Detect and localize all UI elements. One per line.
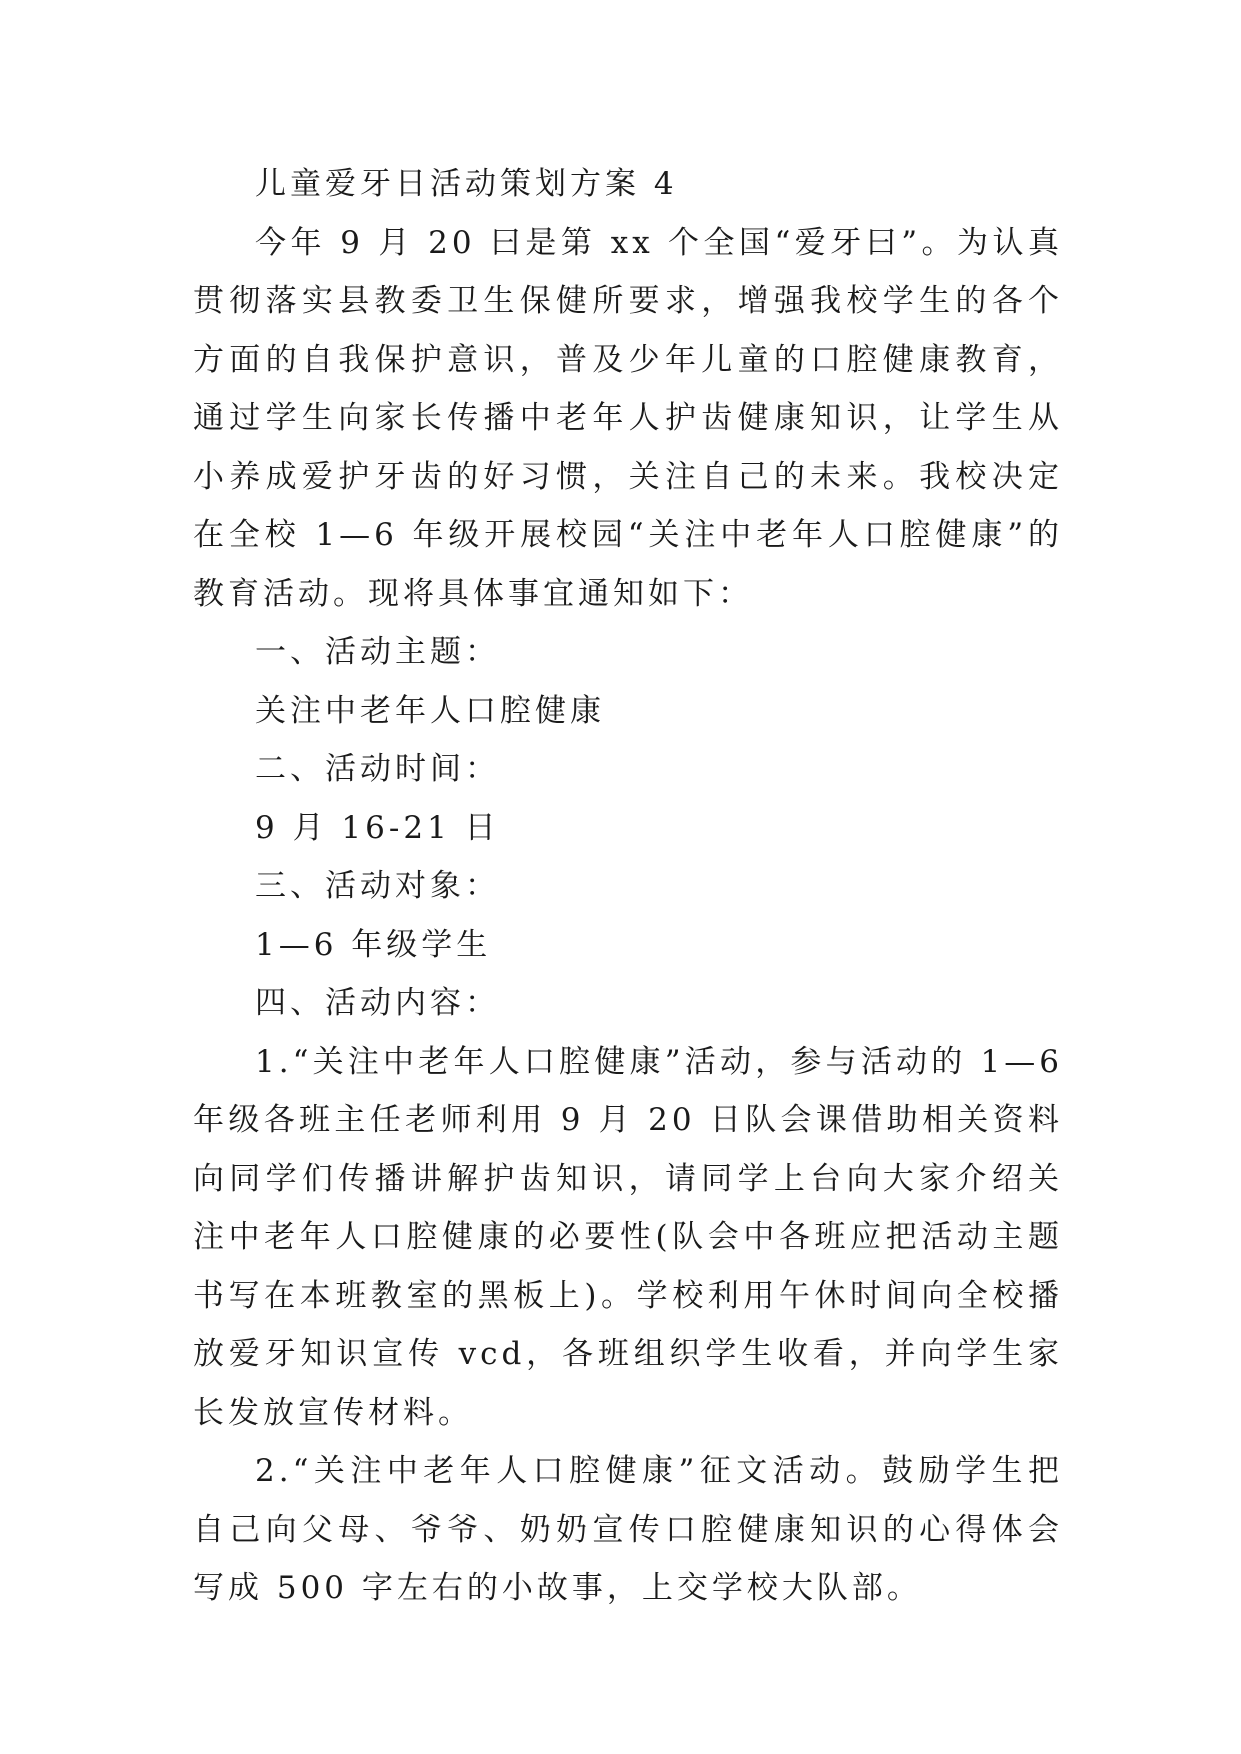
time-text: 9 月 16-21 日 xyxy=(255,809,500,846)
content-item-2: 2.“关注中老年人口腔健康”征文活动。鼓励学生把自己向父母、爷爷、奶奶宣传口腔健康知识的心得体会写成 500 字左右的小故事，上交学校大队部。 xyxy=(193,1453,1063,1606)
section-heading-theme: 一、活动主题： xyxy=(255,634,500,670)
content-item-1: 1.“关注中老年人口腔健康”活动，参与活动的 1—6 年级各班主任老师利用 9 月 20 日队会课借助相关资料向同学们传播讲解护齿知识，请同学上台向大家介绍关注中老年人口腔健康的必要性(队会中各班应把活动主题书写在本班教室的黑板上)。学校利用午休时间向全校播放爱牙知识宣传 vcd，各班组织学生收看，并向学生家长发放宣传材料。 xyxy=(193,1043,1063,1431)
document-title: 儿童爱牙日活动策划方案 4 xyxy=(255,166,678,202)
paragraph-intro: 今年 9 月 20 曰是第 xx 个全国“爱牙曰”。为认真贯彻落实县教委卫生保健所要求，增强我校学生的各个方面的自我保护意识，普及少年儿童的口腔健康教育，通过学生向家长传播中老年人护齿健康知识，让学生从小养成爱护牙齿的好习惯，关注自己的未来。我校决定在全校 1—6 年级开展校园“关注中老年人口腔健康”的教育活动。现将具体事宜通知如下： xyxy=(193,224,1063,612)
theme-text: 关注中老年人口腔健康 xyxy=(255,692,605,729)
section-heading-audience: 三、活动对象： xyxy=(255,868,500,904)
section-heading-time: 二、活动时间： xyxy=(255,751,500,787)
audience-text: 1—6 年级学生 xyxy=(255,926,492,963)
document-body xyxy=(193,155,1063,1618)
section-heading-content: 四、活动内容： xyxy=(255,985,500,1021)
